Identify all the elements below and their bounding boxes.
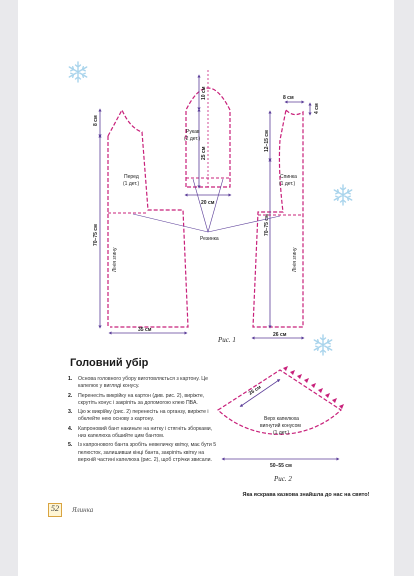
dim-front-shoulder: 8 см xyxy=(93,115,99,126)
dim-back-armhole: 12–15 см xyxy=(264,130,270,152)
hat-label: Верх капелюха xyxy=(264,416,299,422)
list-item: 4. Капроновий бант накиньте на нитку і стягніть зборками, низ капелюха обшийте цим бантом. xyxy=(68,425,213,440)
back-count: (1 дет.) xyxy=(279,181,296,187)
elastic-label: Резинка xyxy=(200,236,219,242)
dim-front-length: 70–75 см xyxy=(93,224,99,246)
ruffle-trim-icon xyxy=(283,366,344,409)
hat-label-2: вигнутий конусом xyxy=(260,423,301,429)
dim-back-hem: 26 см xyxy=(273,332,287,338)
sleeve-count: (2 дет.) xyxy=(184,136,201,142)
list-item: 3. Цю ж викрійку (рис. 2) перенесіть на органзу, виріжте і обклейте нею основу з картону. xyxy=(68,409,209,423)
section-title: Головний убір xyxy=(70,357,149,369)
figure-2-caption: Рис. 2 xyxy=(274,475,292,483)
dim-hat-side: 26 см xyxy=(247,384,263,397)
dim-front-hem: 35 см xyxy=(138,327,152,333)
dim-back-length: 70–75 см xyxy=(264,214,270,236)
front-name: Перед xyxy=(124,174,139,180)
dim-sleeve-length: 25 см xyxy=(201,146,207,160)
front-pattern-piece xyxy=(93,110,188,333)
dim-sleeve-width: 20 см xyxy=(201,200,215,206)
running-title: Ялинка xyxy=(72,506,94,514)
hat-pattern-piece xyxy=(218,366,344,469)
sleeve-pattern-piece xyxy=(184,70,230,206)
back-fold-label: Лінія згину xyxy=(292,247,298,272)
list-item: 2. Перенесіть викрійку на картон (див. рис. 2), виріжте, скрутіть конус і закріпіть за допомогою клею ПВА. xyxy=(68,392,205,406)
sleeve-name: Рукав xyxy=(186,129,200,135)
hat-count: (1 дет.) xyxy=(273,430,290,436)
back-name: Спинка xyxy=(280,174,297,180)
snowflake-icon xyxy=(314,335,331,355)
dim-back-neck-depth: 4 см xyxy=(314,103,320,114)
front-count: (1 дет.) xyxy=(123,181,140,187)
figure-1-caption: Рис. 1 xyxy=(218,336,236,344)
page-number: 52 xyxy=(51,504,59,513)
list-item: 1. Основа головного убору виготовляється з картону. Це капелюх у вигляді конусу. xyxy=(68,376,208,390)
dim-back-neck-width: 8 см xyxy=(283,95,294,101)
list-item: 5. Із капронового банта зробіть невеличку квітку, має бути 5 пелюсток, залишивши кінці банта, закріпіть квітку на верхній частині капелюха (рис. 2), щоб стрічки звисали. xyxy=(68,442,217,463)
quote: Яка яскрава казкова знайшла до нас на свято! xyxy=(242,492,370,498)
dim-hat-bottom: 50–55 см xyxy=(270,463,292,469)
back-pattern-piece xyxy=(253,95,320,338)
snowflake-icon xyxy=(334,185,351,205)
pattern-diagram xyxy=(18,0,394,576)
steps-list xyxy=(68,376,220,466)
snowflake-icon xyxy=(69,62,86,82)
front-fold-label: Лінія згину xyxy=(112,247,118,272)
page xyxy=(18,0,394,576)
dim-sleeve-cap: 10 см xyxy=(201,86,207,100)
